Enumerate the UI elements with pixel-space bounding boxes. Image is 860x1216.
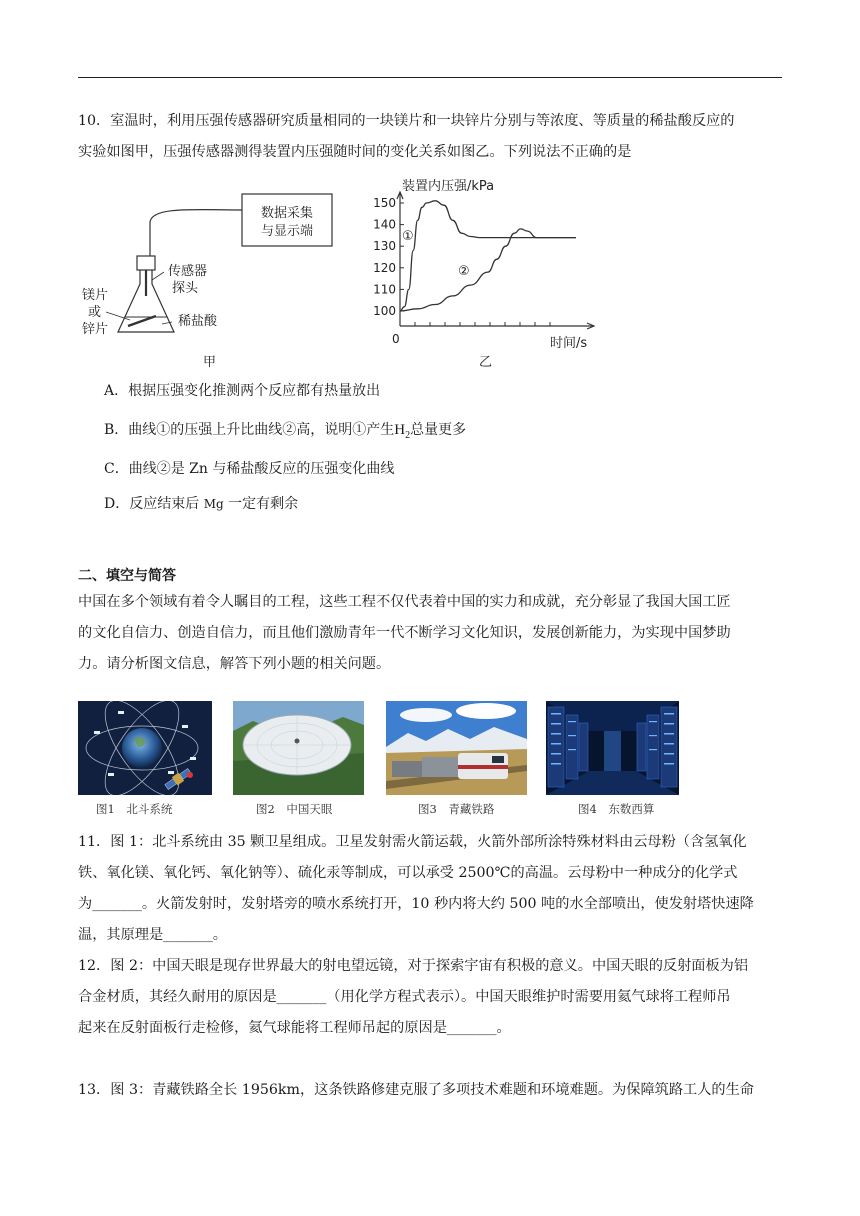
section-heading: 二、填空与简答 bbox=[78, 568, 176, 584]
origin-label: 0 bbox=[392, 332, 400, 346]
option-b-text-end: 总量更多 bbox=[410, 422, 467, 438]
flask-stopper bbox=[137, 256, 155, 270]
question-13-line: 13．图 3：青藏铁路全长 1956km，这条铁路修建克服了多项技术难题和环境难题。为保障筑路工人的生命 bbox=[78, 1082, 754, 1098]
y-tick-label: 140 bbox=[373, 217, 396, 232]
figure-yi-caption: 乙 bbox=[479, 355, 493, 370]
header-rule bbox=[78, 77, 782, 78]
question-12-line: 合金材质，其经久耐用的原因是_______（用化学方程式表示）。中国天眼维护时需要用氦气球将工程师吊 bbox=[78, 989, 731, 1005]
radio-telescope-image bbox=[233, 701, 364, 795]
question-12 bbox=[78, 951, 784, 1044]
option-b[interactable] bbox=[104, 419, 466, 447]
figure-3-caption: 图3 青藏铁路 bbox=[418, 802, 495, 816]
option-a[interactable]: A．根据压强变化推测两个反应都有热量放出 bbox=[104, 383, 381, 399]
sensor-label-line1: 传感器 bbox=[168, 264, 208, 279]
box-label-line2: 与显示端 bbox=[260, 224, 314, 239]
metal-label-line3: 锌片 bbox=[82, 322, 109, 337]
question-10-line: 10．室温时，利用压强传感器研究质量相同的一块镁片和一块锌片分别与等浓度、等质量的稀盐酸反应的 bbox=[78, 113, 735, 129]
question-10-stem bbox=[78, 106, 784, 168]
figure-2-caption: 图2 中国天眼 bbox=[256, 802, 333, 816]
option-c[interactable]: C．曲线②是 Zn 与稀盐酸反应的压强变化曲线 bbox=[104, 461, 395, 477]
option-b-text: B．曲线①的压强上升比曲线②高，说明①产生 bbox=[104, 422, 395, 438]
figure-1-caption: 图1 北斗系统 bbox=[96, 802, 173, 816]
option-d-text-end: 一定有剩余 bbox=[223, 496, 299, 512]
y-tick-label: 110 bbox=[373, 282, 396, 297]
series-line-2 bbox=[400, 229, 576, 311]
question-12-line: 12．图 2：中国天眼是现存世界最大的射电望远镜，对于探索宇宙有积极的意义。中国天眼的反射面板为铝 bbox=[78, 958, 749, 974]
question-11-line: 温，其原理是_______。 bbox=[78, 927, 227, 943]
question-12-line: 起来在反射面板行走检修，氦气球能将工程师吊起的原因是_______。 bbox=[78, 1020, 511, 1036]
train-image bbox=[386, 701, 527, 795]
option-d[interactable] bbox=[104, 493, 298, 515]
apparatus-diagram bbox=[78, 186, 340, 372]
metal-label-line1: 镁片 bbox=[82, 288, 109, 303]
sensor-cable bbox=[150, 210, 242, 256]
question-13 bbox=[78, 1075, 784, 1106]
formula-h2: $H_2$ bbox=[394, 422, 411, 441]
intro-line: 的文化自信力、创造自信力，而且他们激励青年一代不断学习文化知识，发展创新能力，为实现中国梦助 bbox=[78, 625, 731, 641]
satellite-network-image bbox=[78, 701, 212, 795]
y-tick-label: 130 bbox=[373, 239, 396, 254]
option-d-text: D．反应结束后 bbox=[104, 496, 204, 512]
formula-mg: Mg bbox=[203, 497, 224, 511]
series-line-1 bbox=[400, 201, 576, 311]
y-tick-label: 100 bbox=[373, 304, 396, 318]
question-11 bbox=[78, 827, 784, 951]
y-tick-label: 150 bbox=[373, 196, 396, 210]
question-11-line: 11．图 1：北斗系统由 35 颗卫星组成。卫星发射需火箭运载，火箭外部所涂特殊材料由云母粉（含氢氧化 bbox=[78, 834, 747, 850]
server-room-image bbox=[546, 701, 679, 795]
y-tick-label: 120 bbox=[373, 260, 396, 275]
x-axis-label: 时间/s bbox=[550, 336, 588, 351]
intro-line: 力。请分析图文信息，解答下列小题的相关问题。 bbox=[78, 656, 391, 672]
question-11-line: 铁、氧化镁、氧化钙、氧化钠等）、硫化汞等制成，可以承受 2500℃的高温。云母粉中一种成分的化学式 bbox=[78, 865, 738, 881]
y-axis-label: 装置内压强/kPa bbox=[402, 179, 495, 194]
metal-label-line2: 或 bbox=[88, 305, 102, 320]
metal-strip bbox=[128, 316, 156, 326]
box-label-line1: 数据采集 bbox=[260, 206, 314, 221]
series-2-label: ② bbox=[458, 264, 470, 279]
figure-4-caption: 图4 东数西算 bbox=[578, 802, 655, 816]
question-11-line: 为_______。火箭发射时，发射塔旁的喷水系统打开，10 秒内将大约 500 吨的水全部喷出，使发射塔快速降 bbox=[78, 896, 754, 912]
sensor-label-line2: 探头 bbox=[172, 281, 199, 296]
intro-line: 中国在多个领域有着令人瞩目的工程，这些工程不仅代表着中国的实力和成就，充分彰显了我国大国工匠 bbox=[78, 594, 731, 610]
pressure-time-chart bbox=[362, 172, 600, 372]
figure-jia-caption: 甲 bbox=[203, 355, 217, 370]
question-10-line: 实验如图甲，压强传感器测得装置内压强随时间的变化关系如图乙。下列说法不正确的是 bbox=[78, 144, 632, 160]
section-intro bbox=[78, 587, 784, 680]
series-1-label: ① bbox=[402, 229, 414, 244]
acid-label: 稀盐酸 bbox=[178, 314, 218, 329]
